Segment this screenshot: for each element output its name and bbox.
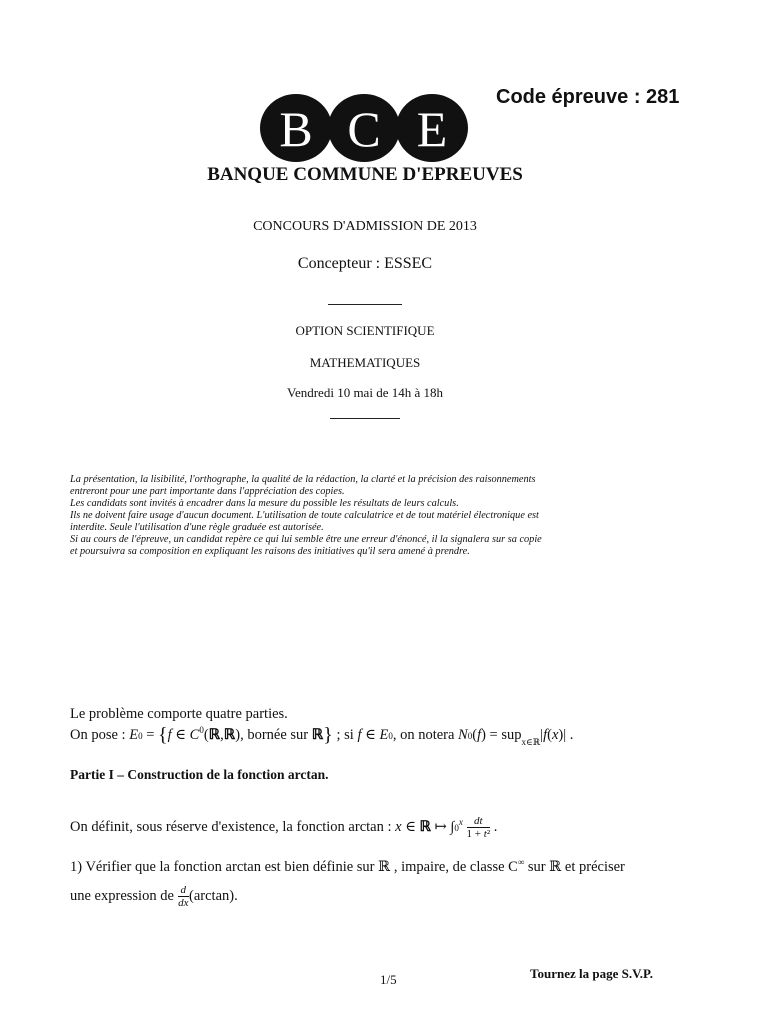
instruction-line: Ils ne doivent faire usage d'aucun document. L'utilisation de toute calculatrice et de tout matériel électronique est bbox=[70, 510, 539, 521]
on-pose-label: On pose : bbox=[70, 727, 126, 743]
subject-line: MATHEMATIQUES bbox=[309, 355, 421, 370]
exam-date: Vendredi 10 mai de 14h à 18h bbox=[287, 385, 443, 400]
turn-page-note: Tournez la page S.V.P. bbox=[530, 966, 654, 981]
logo-letter-c: C bbox=[347, 101, 381, 157]
option-line: OPTION SCIENTIFIQUE bbox=[295, 323, 435, 338]
arctan-definition: On définit, sous réserve d'existence, la fonction arctan : x ∈ ℝ ↦ ∫0$^x$ $\frac{dt}{\text{1 + t²}}$ . bbox=[70, 815, 498, 840]
concours-line: CONCOURS D'ADMISSION DE 2013 bbox=[253, 219, 477, 234]
code-epreuve: Code épreuve : 281 bbox=[496, 86, 680, 108]
partie-title: Partie I – Construction de la fonction arctan. bbox=[70, 767, 329, 782]
q1-text: 1) Vérifier que la fonction arctan est bien définie sur ℝ , impaire, de classe C bbox=[70, 858, 518, 875]
instruction-line: et poursuivra sa composition en expliquant les raisons des initiatives qu'il sera amené à prendre. bbox=[70, 546, 470, 557]
intro-line: Le problème comporte quatre parties. bbox=[70, 706, 288, 722]
def-text: On définit, sous réserve d'existence, la fonction arctan : bbox=[70, 818, 392, 835]
instruction-line: interdite. Seule l'utilisation d'une règle graduée est autorisée. bbox=[70, 522, 324, 533]
on-notera-text: , on notera bbox=[392, 727, 455, 743]
concepteur-line: Concepteur : ESSEC bbox=[297, 255, 433, 272]
divider bbox=[328, 304, 402, 305]
instruction-line: Les candidats sont invités à encadrer dans la mesure du possible les résultats de leurs calculs. bbox=[70, 498, 459, 509]
instruction-line: Si au cours de l'épreuve, un candidat repère ce qui lui semble être une erreur d'énoncé, il la signalera sur sa copie bbox=[70, 534, 542, 545]
question-1-line1: 1) Vérifier que la fonction arctan est bien définie sur ℝ , impaire, de classe C∞ sur ℝ et préciser bbox=[70, 857, 625, 875]
bce-logo bbox=[258, 92, 470, 164]
instructions-block bbox=[70, 474, 710, 558]
definition-e0: On pose : E0 = {f ∈ $C^0(ℝ,ℝ)$, bornée sur ℝ} ; si f ∈ E0, on notera N0(f) = sup$_{x\in ℝ}$|f(x)| . bbox=[70, 724, 574, 747]
q1-line2-text: une expression de bbox=[70, 887, 174, 904]
instruction-line: La présentation, la lisibilité, l'orthographe, la qualité de la rédaction, la clarté et la précision des raisonnements bbox=[70, 474, 536, 485]
q1-text-end: sur ℝ et préciser bbox=[524, 858, 625, 875]
logo-letter-b: B bbox=[279, 101, 313, 157]
q1-line2-end: (arctan). bbox=[189, 887, 238, 904]
page-number: 1/5 bbox=[380, 972, 397, 987]
bornee-text: , bornée sur bbox=[240, 727, 309, 743]
banque-title: BANQUE COMMUNE D'EPREUVES bbox=[207, 164, 523, 185]
instruction-line: entreront pour une part importante dans l'appréciation des copies. bbox=[70, 486, 345, 497]
si-text: ; si bbox=[336, 727, 354, 743]
divider bbox=[330, 418, 400, 419]
question-1-line2: une expression de $\frac{d}{dx}$ (arctan). bbox=[70, 884, 238, 909]
logo-letter-e: E bbox=[416, 101, 448, 157]
